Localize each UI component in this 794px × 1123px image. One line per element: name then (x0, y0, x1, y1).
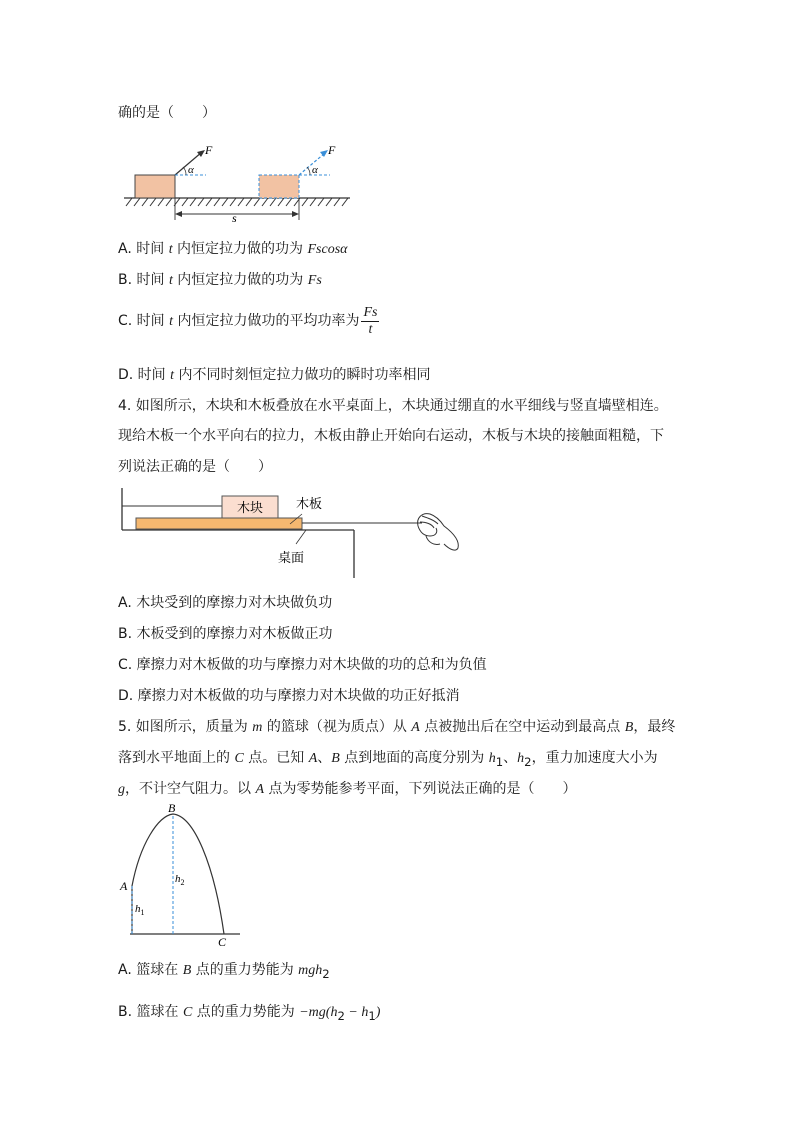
q5-stem-line-3: g，不计空气阻力。以 A 点为零势能参考平面，下列说法正确的是（ ） (118, 781, 577, 797)
q3-option-c[interactable]: C. 时间 t 内恒定拉力做功的平均功率为 $\frac{Fs}{t}$ (118, 304, 378, 337)
q5-stem-line-2: 落到水平地面上的 C 点。已知 A、B 点到地面的高度分别为 $h_1$、$h_2$，重力加速度大小为 (118, 750, 658, 769)
force-label-1: F (205, 143, 213, 157)
point-a-label: A (120, 879, 128, 893)
h2-label: $h_2$ (175, 873, 185, 887)
q4-option-c[interactable]: C. 摩擦力对木板做的功与摩擦力对木块做的功的总和为负值 (118, 657, 487, 673)
q5-option-b[interactable]: B. 篮球在 C 点的重力势能为 $-mg(h_2 - h_1)$ (118, 1004, 381, 1023)
q4-stem-line-2: 现给木板一个水平向右的拉力，木板由静止开始向右运动，木板与木块的接触面粗糙，下 (118, 428, 664, 444)
q4-option-a[interactable]: A. 木块受到的摩擦力对木块做负功 (118, 595, 333, 611)
board-label: 木板 (296, 497, 323, 512)
fraction: $\frac{Fs}{t}$ (363, 304, 378, 337)
displacement-label: s (232, 211, 237, 224)
h1-label: $h_1$ (135, 903, 145, 917)
q4-option-b[interactable]: B. 木板受到的摩擦力对木板做正功 (118, 626, 333, 642)
point-c-label: C (218, 935, 227, 949)
q3-stem-tail: 确的是（ ） (118, 105, 216, 121)
alpha-label-2: α (312, 164, 318, 176)
block-end (259, 175, 299, 198)
hand-icon (418, 514, 459, 550)
table-label: 桌面 (278, 551, 305, 566)
q4-option-d[interactable]: D. 摩擦力对木板做的功与摩擦力对木块做的功正好抵消 (118, 688, 460, 704)
block-start (135, 175, 175, 198)
q3-option-d[interactable]: D. 时间 t 内不同时刻恒定拉力做功的瞬时功率相同 (118, 367, 431, 383)
board (136, 518, 302, 529)
q5-stem-line-1: 5. 如图所示，质量为 m 的篮球（视为质点）从 A 点被抛出后在空中运动到最高点 B，最终 (118, 719, 676, 735)
point-b-label: B (168, 804, 176, 815)
q3-option-a[interactable]: A. 时间 t 内恒定拉力做的功为 Fscosα (118, 241, 348, 257)
q5-option-a[interactable]: A. 篮球在 B 点的重力势能为 mgh$_2$ (118, 962, 330, 981)
q5-figure (118, 804, 258, 950)
q4-stem-line-3: 列说法正确的是（ ） (118, 459, 272, 475)
alpha-label-1: α (188, 164, 194, 176)
q4-figure (118, 486, 468, 580)
force-label-2: F (328, 143, 336, 157)
q3-option-b[interactable]: B. 时间 t 内恒定拉力做的功为 Fs (118, 272, 322, 288)
q4-stem-line-1: 4. 如图所示，木块和木板叠放在水平桌面上，木块通过绷直的水平细线与竖直墙壁相连。 (118, 398, 668, 414)
q3-figure (118, 140, 358, 224)
block-label: 木块 (236, 501, 264, 516)
